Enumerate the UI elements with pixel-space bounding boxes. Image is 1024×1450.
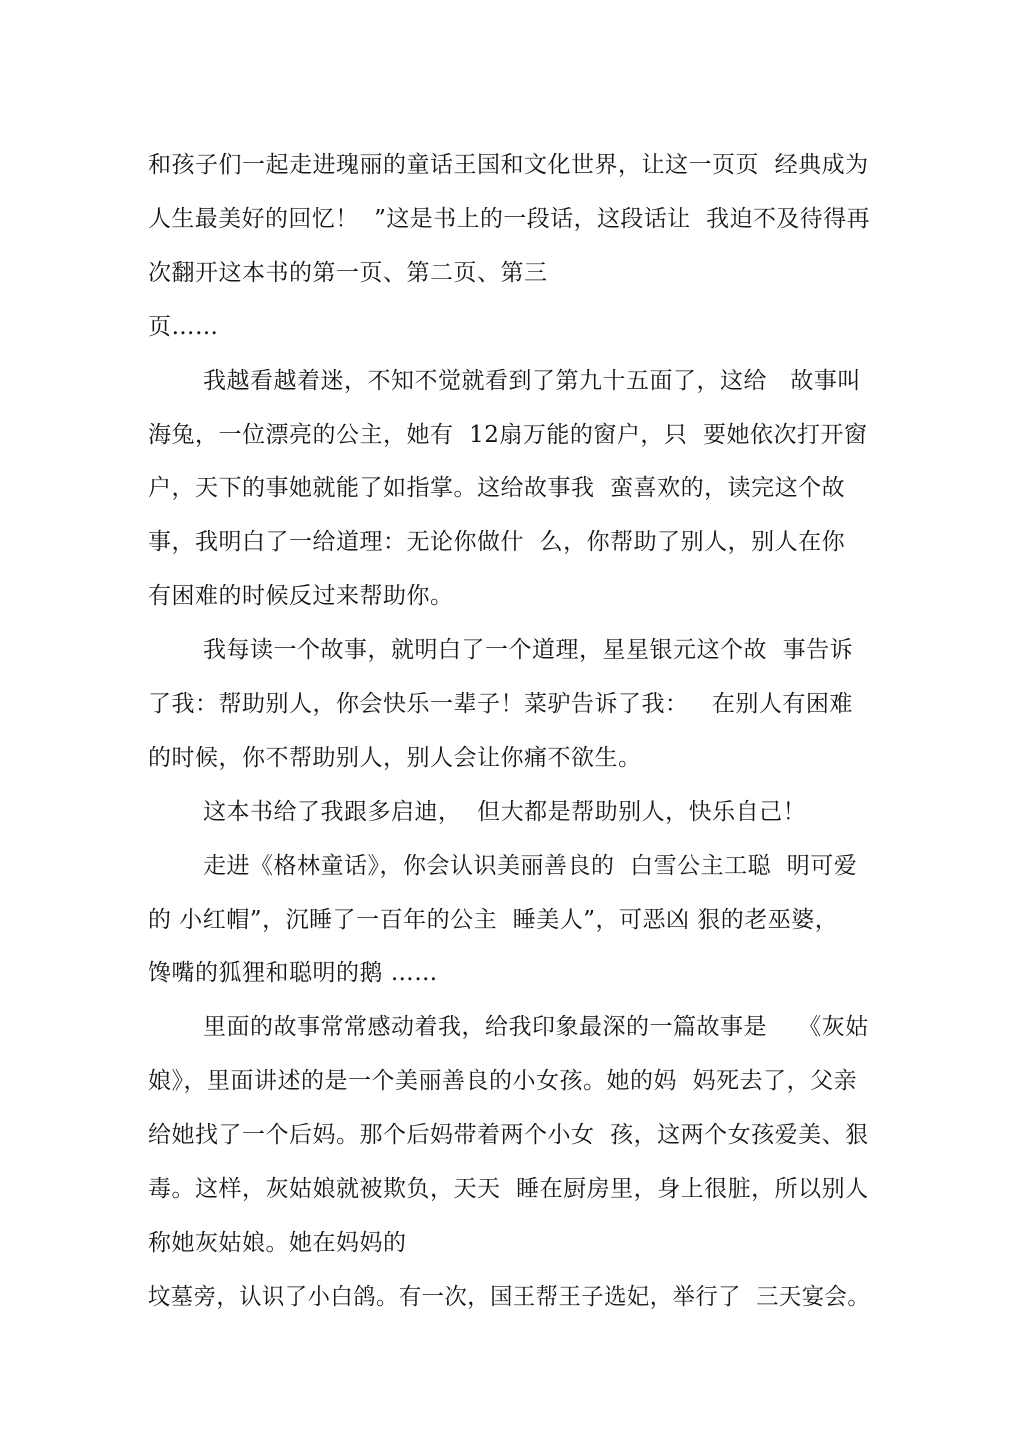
text-line: 海兔，一位漂亮的公主，她有 12扇万能的窗户，只 要她依次打开窗 bbox=[148, 422, 868, 448]
text-line: 给她找了一个后妈。那个后妈带着两个小女 孩，这两个女孩爱美、狠 bbox=[148, 1122, 869, 1148]
text-line: 和孩子们一起走进瑰丽的童话王国和文化世界，让这一页页 经典成为 bbox=[148, 152, 869, 178]
text-line: 人生最美好的回忆！ ”这是书上的一段话，这段话让 我迫不及待得再 bbox=[148, 206, 871, 232]
text-line: 页…… bbox=[148, 314, 219, 340]
text-line: 的 小红帽”，沉睡了一百年的公主 睡美人”，可恶凶 狠的老巫婆， bbox=[148, 907, 839, 933]
text-line: 事，我明白了一给道理：无论你做什 么，你帮助了别人，别人在你 bbox=[148, 529, 846, 555]
paragraph-start-line: 我每读一个故事，就明白了一个道理，星星银元这个故 事告诉 bbox=[203, 637, 854, 663]
paragraph-start-line: 我越看越着迷，不知不觉就看到了第九十五面了，这给 故事叫 bbox=[203, 368, 861, 394]
paragraph-start-line: 走进《格林童话》，你会认识美丽善良的 白雪公主工聪 明可爱 bbox=[203, 853, 858, 879]
text-line: 馋嘴的狐狸和聪明的鹅 …… bbox=[148, 960, 438, 986]
text-line: 娘》，里面讲述的是一个美丽善良的小女孩。她的妈 妈死去了，父亲 bbox=[148, 1068, 858, 1094]
text-line: 户，天下的事她就能了如指掌。这给故事我 蛮喜欢的，读完这个故 bbox=[148, 475, 846, 501]
text-line: 的时候，你不帮助别人，别人会让你痛不欲生。 bbox=[148, 745, 642, 771]
text-line: 了我：帮助别人，你会快乐一辈子！菜驴告诉了我： 在别人有困难 bbox=[148, 691, 853, 717]
text-line: 毒。这样，灰姑娘就被欺负，天天 睡在厨房里，身上很脏，所以别人 bbox=[148, 1176, 869, 1202]
text-line: 次翻开这本书的第一页、第二页、第三 bbox=[148, 260, 548, 286]
paragraph-start-line: 这本书给了我跟多启迪， 但大都是帮助别人，快乐自己！ bbox=[203, 799, 807, 825]
text-line: 称她灰姑娘。她在妈妈的 bbox=[148, 1230, 407, 1256]
paragraph-start-line: 里面的故事常常感动着我，给我印象最深的一篇故事是 《灰姑 bbox=[203, 1014, 869, 1040]
text-line: 有困难的时候反过来帮助你。 bbox=[148, 583, 454, 609]
text-line: 坟墓旁，认识了小白鸽。有一次，国王帮王子选妃，举行了 三天宴会。 bbox=[148, 1284, 871, 1310]
